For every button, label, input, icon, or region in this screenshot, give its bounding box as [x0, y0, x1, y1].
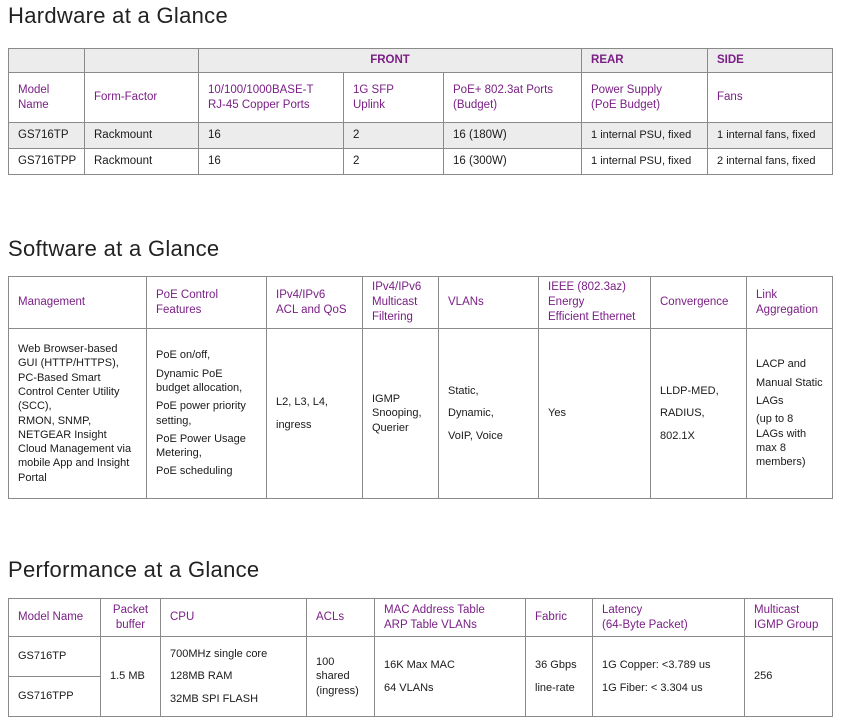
performance-header-latency: Latency (64-Byte Packet)	[593, 599, 745, 637]
hardware-group-front: FRONT	[199, 49, 582, 73]
hardware-group-empty-1	[9, 49, 85, 73]
performance-header-multicast: Multicast IGMP Group	[745, 599, 833, 637]
hardware-group-row	[9, 49, 833, 73]
hardware-cell-form-factor: Rackmount	[85, 149, 199, 175]
hardware-cell-fans: 1 internal fans, fixed	[708, 123, 833, 149]
software-header-link-agg: Link Aggregation	[747, 277, 833, 329]
software-header-row	[9, 277, 833, 329]
performance-header-row	[9, 599, 833, 637]
software-cell-eee: Yes	[539, 329, 651, 499]
hardware-group-side: SIDE	[708, 49, 833, 73]
hardware-header-model: Model Name	[9, 73, 85, 123]
table-row	[9, 149, 833, 175]
hardware-cell-poe: 16 (300W)	[444, 149, 582, 175]
hardware-cell-power: 1 internal PSU, fixed	[582, 123, 708, 149]
performance-header-acls: ACLs	[307, 599, 375, 637]
software-header-acl-qos: IPv4/IPv6 ACL and QoS	[267, 277, 363, 329]
hardware-cell-form-factor: Rackmount	[85, 123, 199, 149]
hardware-cell-sfp: 2	[344, 123, 444, 149]
hardware-header-poe: PoE+ 802.3at Ports (Budget)	[444, 73, 582, 123]
hardware-cell-copper: 16	[199, 123, 344, 149]
hardware-table	[8, 48, 833, 175]
hardware-group-empty-2	[85, 49, 199, 73]
software-cell-multicast: IGMP Snooping, Querier	[363, 329, 439, 499]
performance-title: Performance at a Glance	[8, 557, 260, 582]
table-row	[9, 123, 833, 149]
software-table	[8, 276, 833, 499]
software-cell-vlans: Static, Dynamic, VoIP, Voice	[439, 329, 539, 499]
hardware-title: Hardware at a Glance	[8, 3, 228, 28]
hardware-header-copper: 10/100/1000BASE-T RJ-45 Copper Ports	[199, 73, 344, 123]
hardware-group-rear: REAR	[582, 49, 708, 73]
hardware-cell-sfp: 2	[344, 149, 444, 175]
software-header-poe-control: PoE Control Features	[147, 277, 267, 329]
performance-cell-cpu: 700MHz single core 128MB RAM 32MB SPI FLASH	[161, 637, 307, 717]
hardware-header-fans: Fans	[708, 73, 833, 123]
performance-cell-model: GS716TPP	[9, 677, 101, 717]
hardware-cell-model: GS716TP	[9, 123, 85, 149]
table-row	[9, 329, 833, 499]
performance-cell-mac: 16K Max MAC 64 VLANs	[375, 637, 526, 717]
hardware-header-row	[9, 73, 833, 123]
software-cell-management: Web Browser-based GUI (HTTP/HTTPS), PC-Based Smart Control Center Utility (SCC), RMON, SNMP, NETGEAR Insight Cloud Management via mobile App and Insight Portal	[9, 329, 147, 499]
performance-header-mac: MAC Address Table ARP Table VLANs	[375, 599, 526, 637]
hardware-cell-power: 1 internal PSU, fixed	[582, 149, 708, 175]
hardware-header-form-factor: Form-Factor	[85, 73, 199, 123]
performance-table	[8, 598, 833, 717]
software-header-management: Management	[9, 277, 147, 329]
hardware-header-power: Power Supply (PoE Budget)	[582, 73, 708, 123]
table-row	[9, 637, 833, 677]
software-header-convergence: Convergence	[651, 277, 747, 329]
software-cell-link-agg: LACP and Manual Static LAGs (up to 8 LAGs with max 8 members)	[747, 329, 833, 499]
performance-cell-multicast: 256	[745, 637, 833, 717]
software-header-multicast: IPv4/IPv6 Multicast Filtering	[363, 277, 439, 329]
hardware-cell-poe: 16 (180W)	[444, 123, 582, 149]
performance-cell-buffer: 1.5 MB	[101, 637, 161, 717]
performance-cell-model: GS716TP	[9, 637, 101, 677]
performance-cell-acls: 100 shared (ingress)	[307, 637, 375, 717]
performance-header-model: Model Name	[9, 599, 101, 637]
hardware-header-sfp: 1G SFP Uplink	[344, 73, 444, 123]
hardware-cell-copper: 16	[199, 149, 344, 175]
software-cell-poe-control: PoE on/off, Dynamic PoE budget allocation, PoE power priority setting, PoE Power Usage Metering, PoE scheduling	[147, 329, 267, 499]
performance-header-buffer: Packet buffer	[101, 599, 161, 637]
performance-cell-fabric: 36 Gbps line-rate	[526, 637, 593, 717]
hardware-cell-fans: 2 internal fans, fixed	[708, 149, 833, 175]
software-cell-acl-qos: L2, L3, L4, ingress	[267, 329, 363, 499]
software-header-vlans: VLANs	[439, 277, 539, 329]
hardware-cell-model: GS716TPP	[9, 149, 85, 175]
software-cell-convergence: LLDP-MED, RADIUS, 802.1X	[651, 329, 747, 499]
performance-header-fabric: Fabric	[526, 599, 593, 637]
performance-cell-latency: 1G Copper: <3.789 us 1G Fiber: < 3.304 us	[593, 637, 745, 717]
software-header-eee: IEEE (802.3az) Energy Efficient Ethernet	[539, 277, 651, 329]
performance-header-cpu: CPU	[161, 599, 307, 637]
software-title: Software at a Glance	[8, 236, 220, 261]
